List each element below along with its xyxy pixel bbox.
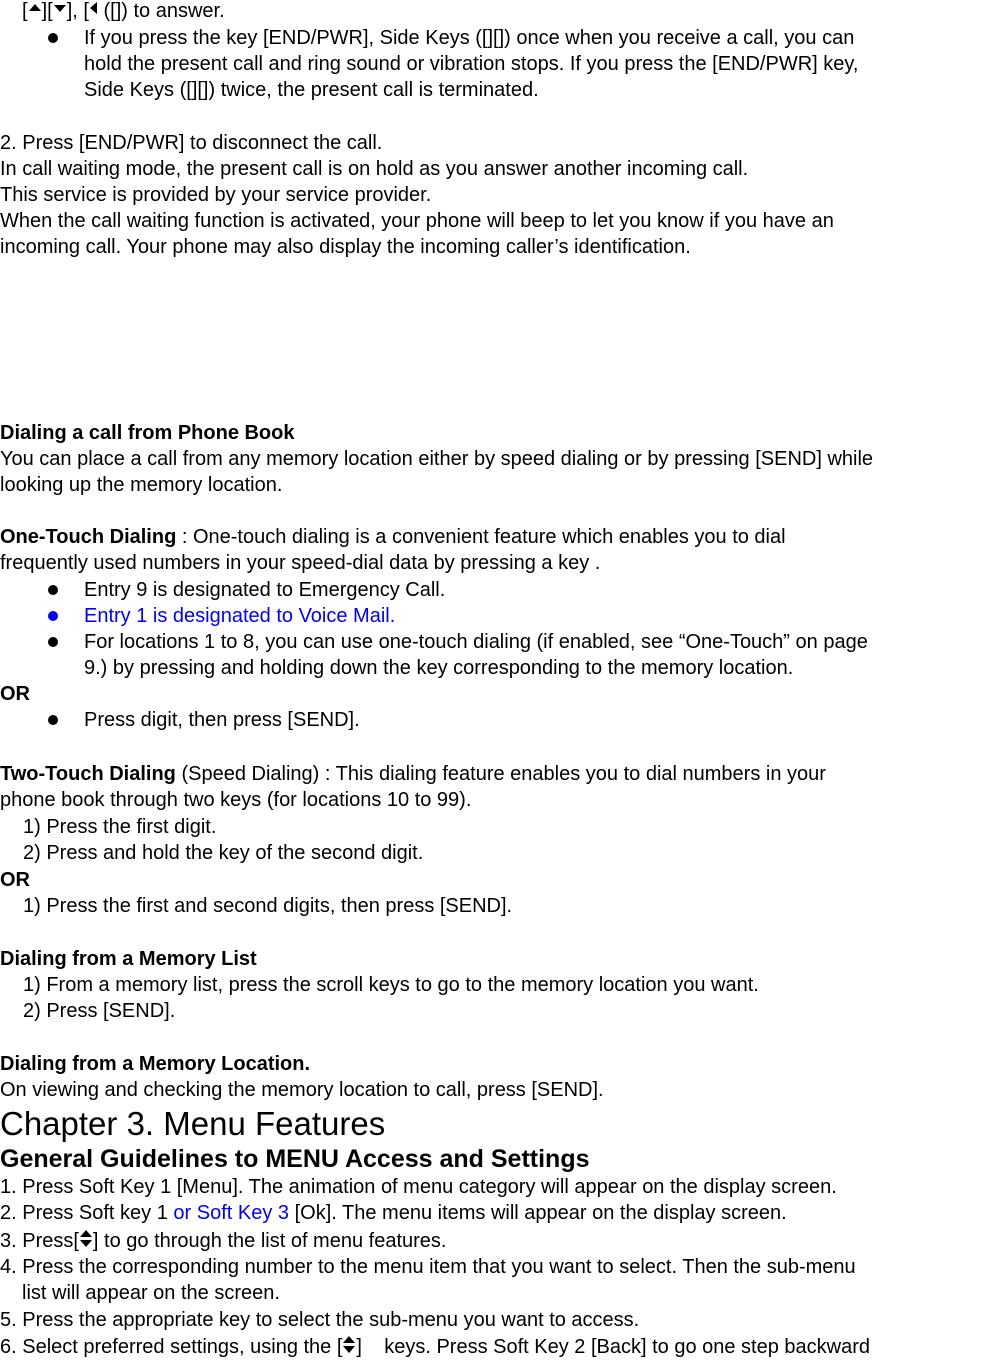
menu-step-6-text: 6. Select preferred settings, using the [ [0, 1336, 343, 1358]
menu-step-2-text: 2. Press Soft key 1 [0, 1202, 174, 1224]
phonebook-line-2: looking up the memory location. [0, 474, 283, 496]
phonebook-line-1: You can place a call from any memory location either by speed dialing or by pressing [SEND] while [0, 448, 874, 470]
chapter-title: Chapter 3. Menu Features [0, 1105, 386, 1142]
two-touch-label: Two-Touch Dialing [0, 763, 176, 785]
memory-location-heading: Dialing from a Memory Location. [0, 1053, 311, 1075]
locations-line-1: For locations 1 to 8, you can use one-touch dialing (if enabled, see “One-Touch” on page [84, 631, 868, 653]
call-waiting-line-2: This service is provided by your service provider. [0, 184, 432, 206]
menu-step-3-text: 3. Press[ [0, 1230, 79, 1252]
menu-step-5: 5. Press the appropriate key to select the sub-menu you want to access. [0, 1309, 640, 1331]
one-touch-text: : One-touch dialing is a convenient feature which enables you to dial [176, 526, 786, 548]
one-touch-line-2: frequently used numbers in your speed-dial data by pressing a key . [0, 552, 601, 574]
bracket-text: ][ [41, 0, 53, 22]
memory-location-text: On viewing and checking the memory location to call, press [SEND]. [0, 1079, 604, 1101]
answer-keys-line [22, 0, 225, 24]
bracket-text: ], [ [66, 0, 89, 22]
call-waiting-line-4: incoming call. Your phone may also display the incoming caller’s identification. [0, 236, 691, 258]
press-digit-entry: Press digit, then press [SEND]. [84, 709, 360, 731]
or-label: OR [0, 683, 30, 705]
down-arrow-icon [54, 5, 66, 12]
menu-step-6-text-end: ] keys. Press Soft Key 2 [Back] to go one step backward [356, 1336, 871, 1358]
end-pwr-line-1: If you press the key [END/PWR], Side Keys ([][]) once when you receive a call, you can [84, 27, 855, 49]
menu-step-2 [0, 1200, 787, 1226]
bullet-icon [48, 715, 58, 725]
locations-line-2: 9.) by pressing and holding down the key corresponding to the memory location. [84, 657, 794, 679]
menu-step-3-text-end: ] to go through the list of menu features. [92, 1230, 447, 1252]
emergency-entry: Entry 9 is designated to Emergency Call. [84, 579, 446, 601]
one-touch-line-1 [0, 524, 786, 550]
or-label: OR [0, 869, 30, 891]
two-touch-step-1: 1) Press the first digit. [23, 816, 217, 838]
answer-text: ([]) to answer. [97, 0, 225, 22]
two-touch-line-2: phone book through two keys (for locations 10 to 99). [0, 789, 472, 811]
memory-list-step-2: 2) Press [SEND]. [23, 1000, 176, 1022]
voicemail-entry: Entry 1 is designated to Voice Mail. [84, 605, 396, 627]
memory-list-step-1: 1) From a memory list, press the scroll keys to go to the memory location you want. [23, 974, 759, 996]
bullet-icon [48, 585, 58, 595]
menu-step-1: 1. Press Soft Key 1 [Menu]. The animation of menu category will appear on the display screen. [0, 1176, 837, 1198]
two-touch-step-3: 1) Press the first and second digits, then press [SEND]. [23, 895, 513, 917]
left-arrow-icon [90, 2, 97, 14]
menu-step-3 [0, 1228, 446, 1254]
up-down-arrow-icon [342, 1336, 356, 1354]
bullet-icon [48, 611, 58, 621]
one-touch-label: One-Touch Dialing [0, 526, 177, 548]
menu-step-2-text-end: [Ok]. The menu items will appear on the display screen. [289, 1202, 787, 1224]
call-waiting-line-1: In call waiting mode, the present call is on hold as you answer another incoming call. [0, 158, 749, 180]
menu-step-4-line-1: 4. Press the corresponding number to the menu item that you want to select. Then the sub-menu [0, 1256, 856, 1278]
two-touch-line-1 [0, 761, 826, 787]
phonebook-heading: Dialing a call from Phone Book [0, 422, 295, 444]
bracket-text: [ [22, 0, 28, 22]
call-waiting-line-3: When the call waiting function is activated, your phone will beep to let you know if you have an [0, 210, 834, 232]
chapter-subtitle: General Guidelines to MENU Access and Settings [0, 1145, 590, 1173]
two-touch-step-2: 2) Press and hold the key of the second digit. [23, 842, 424, 864]
bullet-icon [48, 637, 58, 647]
two-touch-text: (Speed Dialing) : This dialing feature enables you to dial numbers in your [175, 763, 826, 785]
menu-step-4-line-2: list will appear on the screen. [22, 1282, 280, 1304]
memory-list-heading: Dialing from a Memory List [0, 948, 257, 970]
end-pwr-line-3: Side Keys ([][]) twice, the present call is terminated. [84, 79, 539, 101]
menu-step-6 [0, 1334, 870, 1360]
bullet-icon [48, 33, 58, 43]
end-pwr-line-2: hold the present call and ring sound or vibration stops. If you press the [END/PWR] key, [84, 53, 859, 75]
up-arrow-icon [29, 4, 41, 11]
menu-step-2-blue-text: or Soft Key 3 [173, 1202, 290, 1224]
step-2-text: 2. Press [END/PWR] to disconnect the call. [0, 132, 383, 154]
up-down-arrow-icon [79, 1230, 93, 1248]
